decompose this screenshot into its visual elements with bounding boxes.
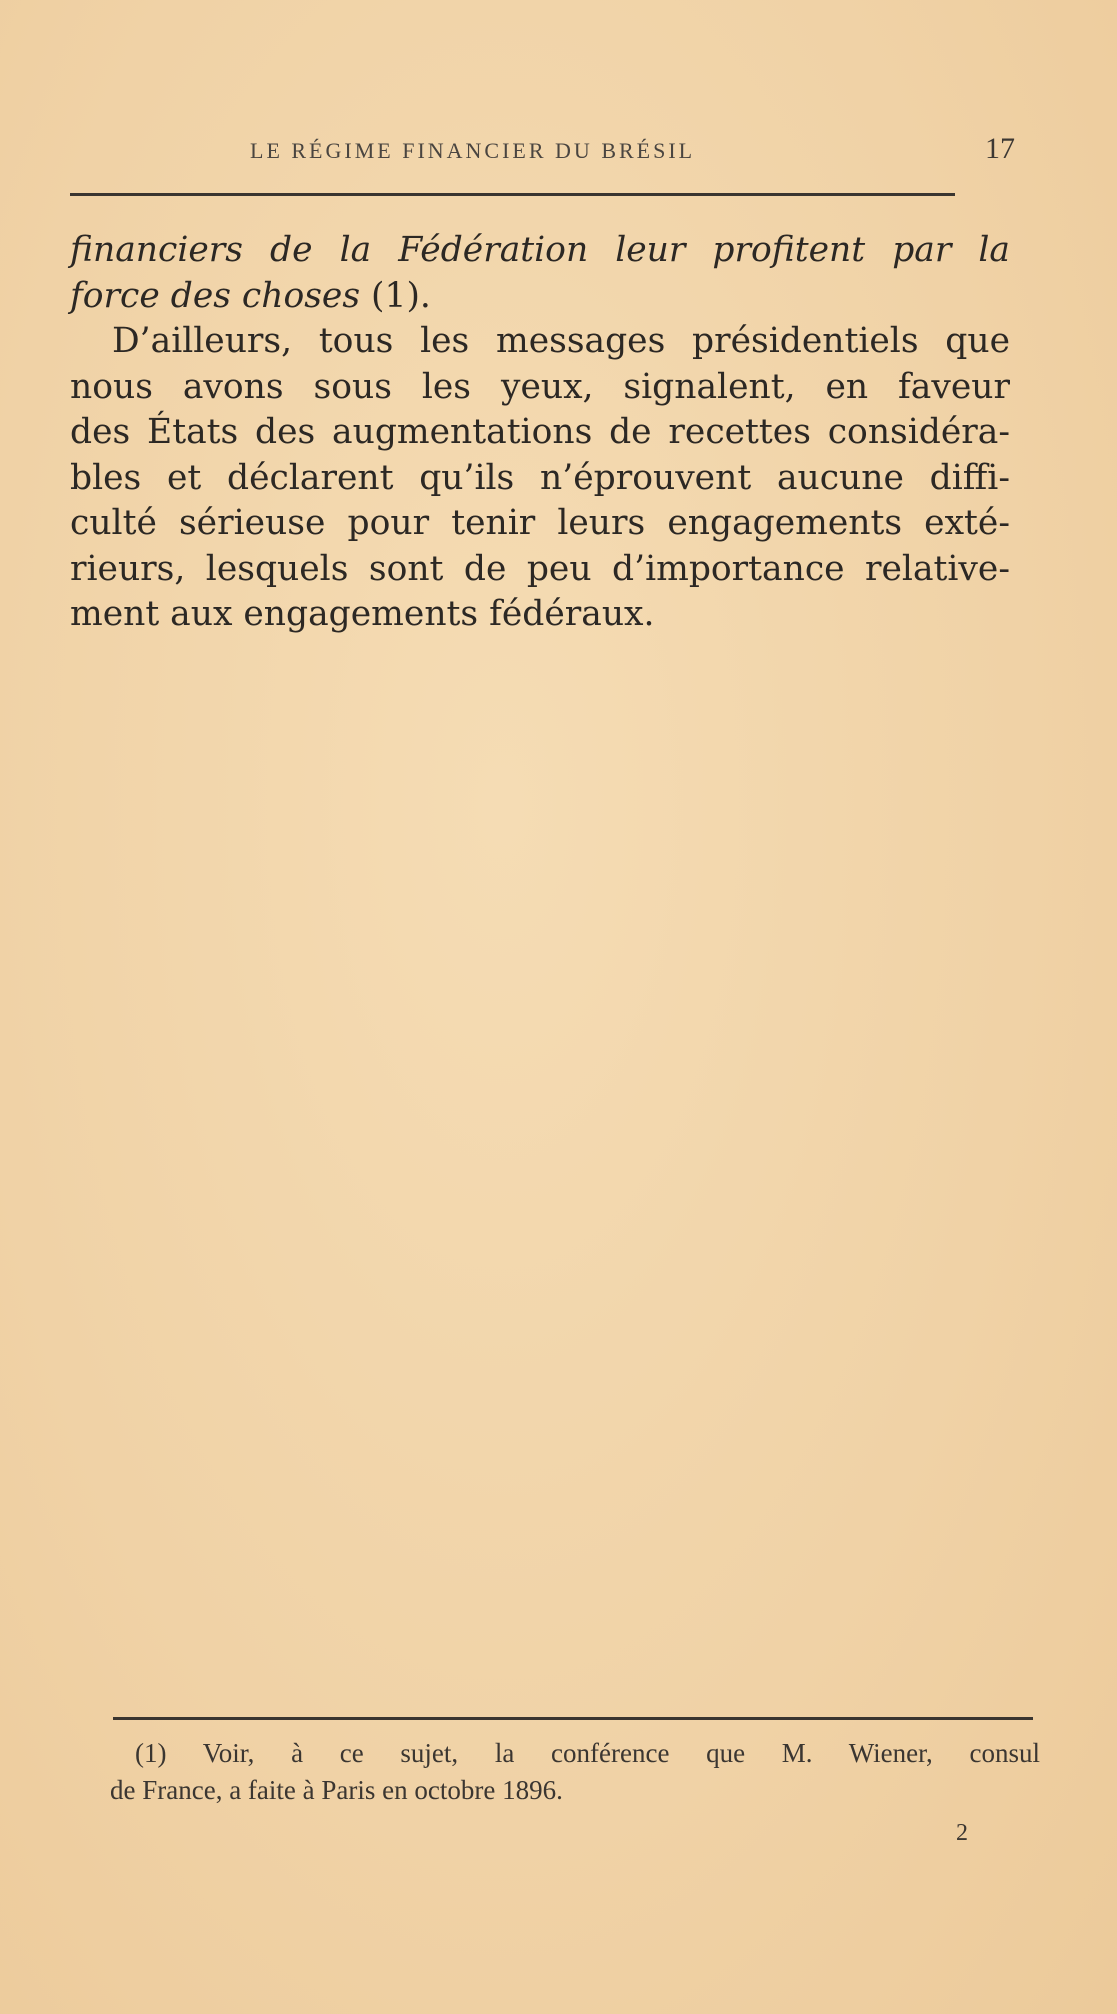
footnote-line-1: (1) Voir, à ce sujet, la conférence que M. Wiener, consul (135, 1738, 1040, 1768)
body-line-9: ment aux engagements fédéraux. (70, 594, 655, 634)
body-text (70, 228, 1010, 638)
page-number: 17 (985, 132, 1015, 165)
body-line-5: des États des augmentations de recettes considéra- (70, 412, 1010, 452)
footnote-line-2: de France, a faite à Paris en octobre 1896. (110, 1775, 563, 1805)
body-line-6: bles et déclarent qu’ils n’éprouvent aucune diffi- (70, 457, 1010, 498)
footnote (110, 1735, 1040, 1809)
signature-mark: 2 (956, 1820, 968, 1846)
body-line-1: financiers de la Fédération leur profitent par la (70, 230, 1010, 270)
body-line-3: D’ailleurs, tous les messages présidentiels que (112, 321, 1010, 361)
body-line-8: rieurs, lesquels sont de peu d’importance relative- (70, 548, 1010, 589)
body-line-4: nous avons sous les yeux, signalent, en faveur (70, 366, 1010, 407)
header-rule (70, 193, 955, 196)
footnote-rule (113, 1717, 1033, 1720)
body-line-2: force des choses (1). (70, 275, 431, 316)
running-head (70, 132, 1030, 178)
body-line-7: culté sérieuse pour tenir leurs engagements exté- (70, 503, 1010, 543)
body-line-2-italic: force des choses (70, 275, 361, 316)
running-title: LE RÉGIME FINANCIER DU BRÉSIL (250, 138, 696, 163)
